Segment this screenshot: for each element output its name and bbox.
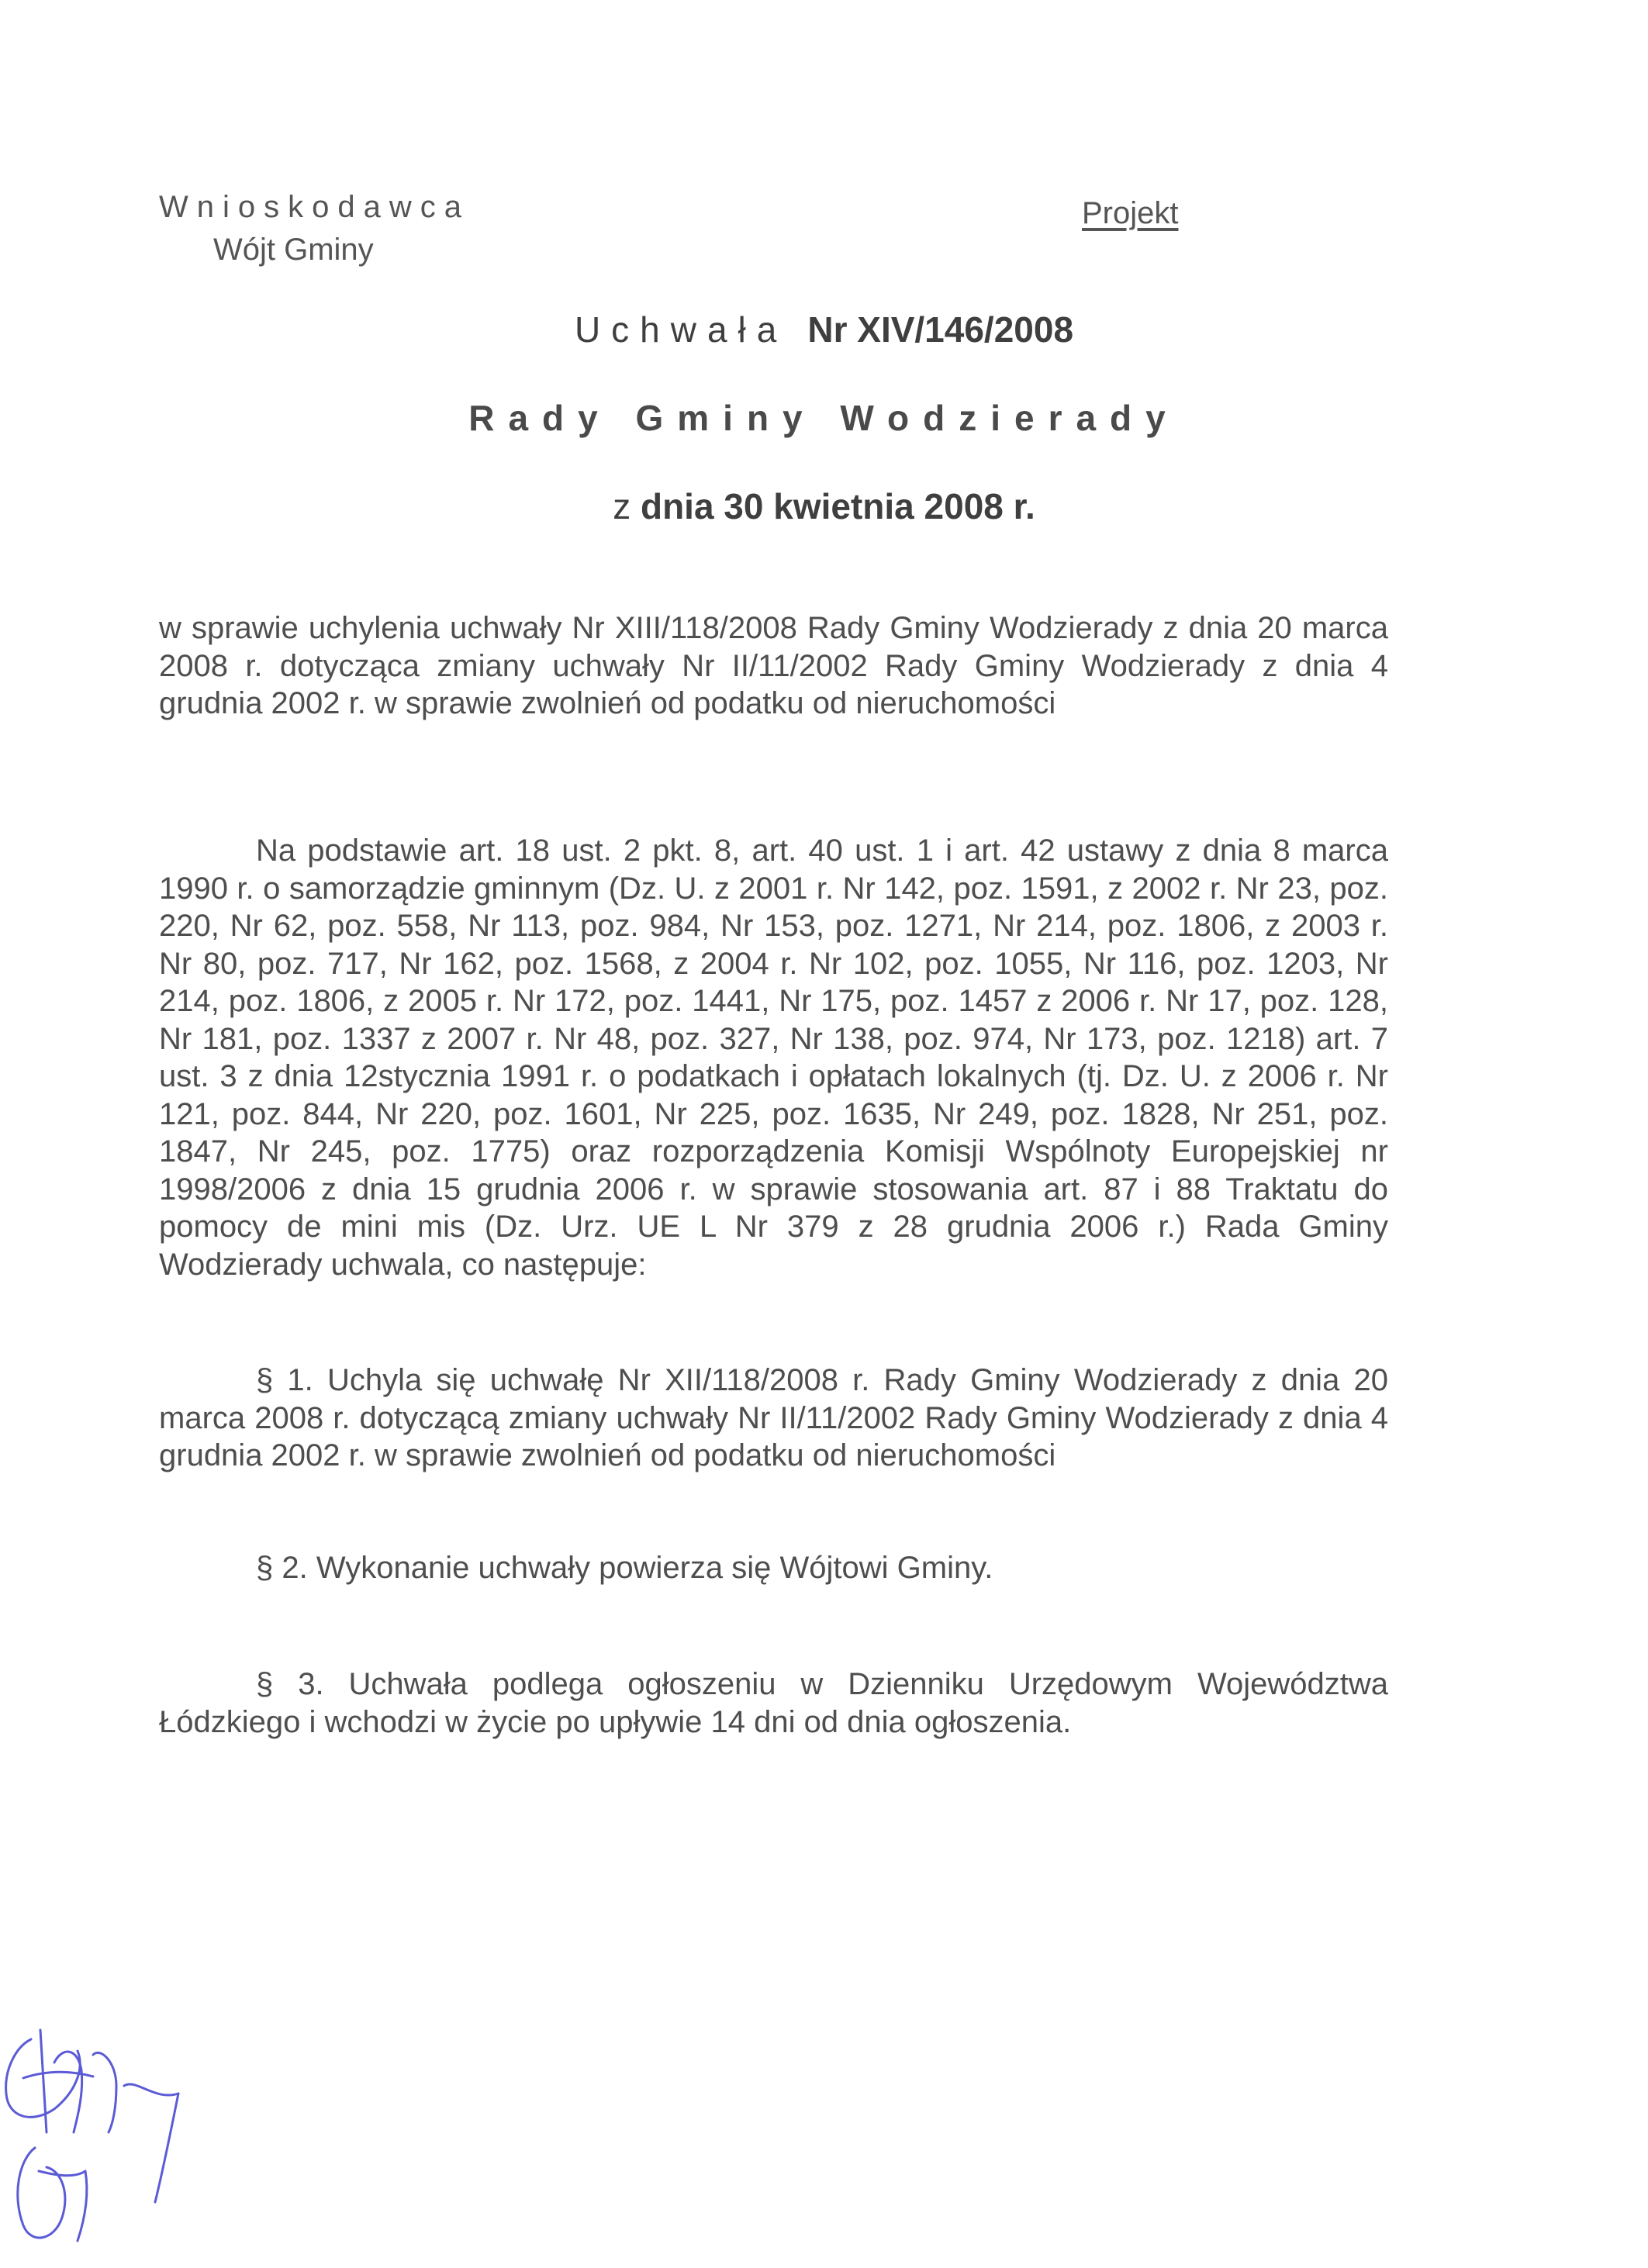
resolution-subject: w sprawie uchylenia uchwały Nr XIII/118/2008 Rady Gminy Wodzierady z dnia 20 marca 2008 r. dotycząca zmiany uchwały Nr II/11/2002 Rady Gminy Wodzierady z dnia 4 grudnia 2002 r. w sprawie zwolnień od podatku od nieruchomości (159, 611, 1388, 720)
handwritten-signature (0, 2016, 202, 2256)
applicant-name: Wójt Gminy (213, 233, 374, 267)
legal-basis: Na podstawie art. 18 ust. 2 pkt. 8, art. 40 ust. 1 i art. 42 ustawy z dnia 8 marca 1990 r. o samorządzie gminnym (Dz. U. z 2001 r. Nr 142, poz. 1591, z 2002 r. Nr 23, poz. 220, Nr 62, poz. 558, Nr 113, poz. 984, Nr 153, poz. 1271, Nr 214, poz. 1806, z 2003 r. Nr 80, poz. 717, Nr 162, poz. 1568, z 2004 r. Nr 102, poz. 1055, Nr 116, poz. 1203, Nr 214, poz. 1806, z 2005 r. Nr 172, poz. 1441, Nr 175, poz. 1457 z 2006 r. Nr 17, poz. 128, Nr 181, poz. 1337 z 2007 r. Nr 48, poz. 327, Nr 138, poz. 974, Nr 173, poz. 1218) art. 7 ust. 3 z dnia 12stycznia 1991 r. o podatkach i opłatach lokalnych (tj. Dz. U. z 2006 r. Nr 121, poz. 844, Nr 220, poz. 1601, Nr 225, poz. 1635, Nr 249, poz. 1828, Nr 251, poz. 1847, Nr 245, poz. 1775) oraz rozporządzenia Komisji Wspólnoty Europejskiej nr 1998/2006 z dnia 15 grudnia 2006 r. w sprawie stosowania art. 87 i 88 Traktatu do pomocy de mini mis (Dz. Urz. UE L Nr 379 z 28 grudnia 2006 r.) Rada Gminy Wodzierady uchwala, co następuje: (159, 834, 1388, 1282)
resolution-date (0, 485, 1648, 527)
resolution-number: Nr XIV/146/2008 (807, 309, 1074, 350)
section-1: § 1. Uchyla się uchwałę Nr XII/118/2008 r. Rady Gminy Wodzierady z dnia 20 marca 2008 r. dotyczącą zmiany uchwały Nr II/11/2002 Rady Gminy Wodzierady z dnia 4 grudnia 2002 r. w sprawie zwolnień od podatku od nieruchomości (159, 1363, 1388, 1472)
section-3: § 3. Uchwała podlega ogłoszeniu w Dzienniku Urzędowym Województwa Łódzkiego i wchodzi w życie po upływie 14 dni od dnia ogłoszenia. (159, 1667, 1388, 1739)
resolution-title (0, 309, 1648, 350)
resolution-word: Uchwała (574, 309, 788, 350)
date-prefix: z (613, 486, 631, 526)
applicant-label: Wnioskodawca (159, 190, 471, 224)
date-value: dnia 30 kwietnia 2008 r. (640, 486, 1035, 526)
council-name: Rady Gminy Wodzierady (468, 398, 1180, 438)
draft-label: Projekt (1082, 196, 1179, 230)
section-2: § 2. Wykonanie uchwały powierza się Wójtowi Gminy. (256, 1551, 993, 1585)
